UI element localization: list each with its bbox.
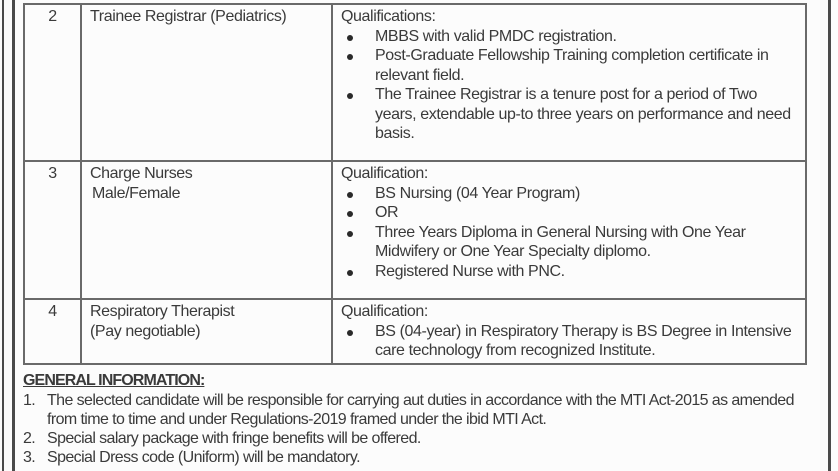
- qualification-cell: [332, 299, 806, 364]
- positions-table: [23, 3, 807, 365]
- position-title-line: Male/Female: [92, 184, 181, 202]
- position-number: 2: [24, 4, 81, 161]
- item-text: Special Dress code (Uniform) will be mandatory.: [47, 449, 360, 466]
- page-border-right: [828, 0, 831, 471]
- page-border-left-outer: [2, 0, 4, 471]
- qualification-cell: [332, 4, 806, 161]
- qualification-list: [341, 184, 801, 282]
- position-title: [81, 4, 332, 161]
- item-number: 2.: [23, 430, 36, 447]
- position-title-line: Charge Nurses: [90, 165, 193, 182]
- table-row: [24, 299, 806, 364]
- qualification-label: Qualifications:: [341, 8, 436, 25]
- item-number: 3.: [23, 449, 36, 466]
- qualification-cell: [332, 161, 806, 299]
- list-item: [23, 391, 823, 429]
- list-item: Post-Graduate Fellowship Training completion certificate in relevant field.: [341, 46, 801, 85]
- list-item: BS (04-year) in Respiratory Therapy is BS Degree in Intensive care technology from recognized Institute.: [341, 322, 801, 361]
- list-item: OR: [341, 203, 801, 223]
- position-title-line: Respiratory Therapist: [90, 303, 235, 320]
- position-number: 4: [24, 299, 81, 364]
- qualification-label: Qualification:: [341, 165, 428, 182]
- qualification-list: [341, 322, 801, 361]
- position-title-line: Trainee Registrar (Pediatrics): [90, 8, 287, 25]
- position-title-line: (Pay negotiable): [90, 322, 201, 340]
- general-information-heading: GENERAL INFORMATION:: [23, 372, 205, 389]
- position-title: [81, 299, 332, 364]
- table-row: [24, 4, 806, 161]
- position-title: [81, 161, 332, 299]
- list-item: BS Nursing (04 Year Program): [341, 184, 801, 204]
- general-information-list: [23, 391, 823, 467]
- list-item: The Trainee Registrar is a tenure post for a period of Two years, extendable up-to three years on performance and need basis.: [341, 85, 801, 144]
- item-text: The selected candidate will be responsible for carrying aut duties in accordance with the MTI Act-2015 as amended from time to time and under Regulations-2019 framed under the ibid MTI Act.: [47, 392, 794, 428]
- table-row: [24, 161, 806, 299]
- item-number: 1.: [23, 392, 36, 409]
- qualification-label: Qualification:: [341, 303, 428, 320]
- item-text: Special salary package with fringe benefits will be offered.: [47, 430, 421, 447]
- general-information-section: [23, 371, 823, 467]
- qualification-list: [341, 27, 801, 144]
- list-item: [23, 448, 823, 467]
- list-item: MBBS with valid PMDC registration.: [341, 27, 801, 47]
- list-item: Registered Nurse with PNC.: [341, 262, 801, 282]
- page-border-left-inner: [12, 0, 15, 471]
- list-item: [23, 429, 823, 448]
- list-item: Three Years Diploma in General Nursing with One Year Midwifery or One Year Specialty diplomo.: [341, 223, 801, 262]
- position-number: 3: [24, 161, 81, 299]
